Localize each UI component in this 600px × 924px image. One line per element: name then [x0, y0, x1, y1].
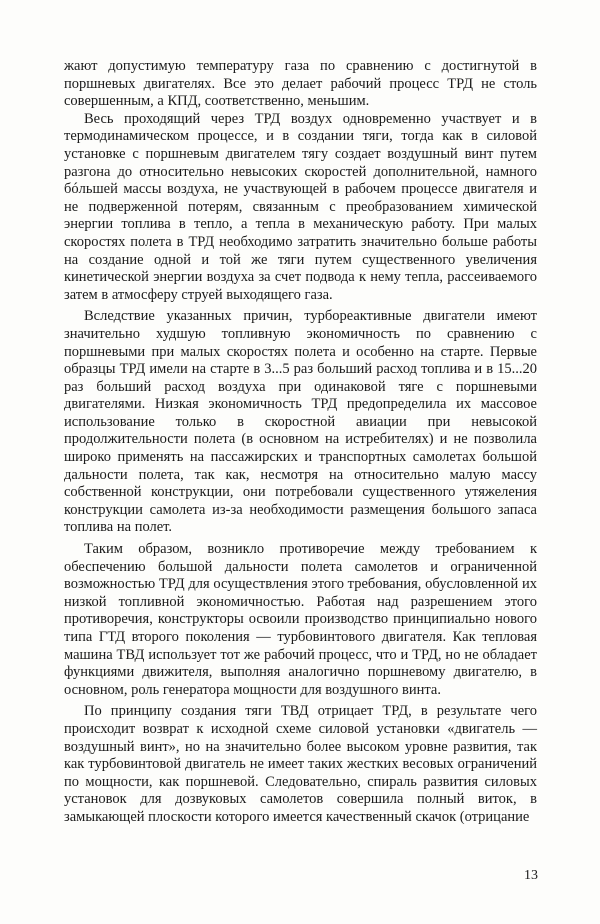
paragraph-contradiction: Таким образом, возникло противоречие между требованием к обеспечению большой дальности полета самолетов и ограниченной возможностью ТРД для осуществления этого требования, обусловленной их низкой топливной экономичностью. Работая над разрешением этого противоречия, конструкторы освоили производство принципиально нового типа ГТД второго поколения — турбовинтового двигателя. Как тепловая машина ТВД использует тот же рабочий процесс, что и ТРД, но не обладает функциями движителя, выполняя аналогично поршневому двигателю, в основном, роль генератора мощности для воздушного винта.	[64, 541, 537, 698]
page-number: 13	[524, 868, 538, 883]
paragraph-air-flow: Весь проходящий через ТРД воздух одновременно участвует и в термодинамическом процессе, и в создании тяги, тогда как в силовой установке с поршневым двигателем тягу создает воздушный винт путем разгона до относительно невысоких скоростей дополнительной, намного бóльшей массы воздуха, не участвующей в рабочем процессе двигателя и не подверженной потерям, связанным с преобразованием химической энергии топлива в тепло, а тепла в механическую работу. При малых скоростях полета в ТРД необходимо затратить значительно больше работы на создание одной и той же тяги путем существенного увеличения кинетической энергии воздуха за счет подвода к нему тепла, рассеиваемого затем в атмосферу струей выходящего газа.	[64, 110, 537, 303]
paragraph-fuel-economy: Вследствие указанных причин, турбореактивные двигатели имеют значительно худшую топливную экономичность по сравнению с поршневыми при малых скоростях полета и особенно на старте. Первые образцы ТРД имели на старте в 3...5 раз больший расход топлива и в 15...20 раз больший расход воздуха при одинаковой тяге с поршневыми двигателями. Низкая экономичность ТРД предопределила их массовое использование только в скоростной авиации при невысокой продолжительности полета (в основном на истребителях) и не позволила широко применять на пассажирских и транспортных самолетах большой дальности полета, так как, несмотря на относительно малую массу собственной конструкции, они потребовали существенного утяжеления конструкции самолета из-за необходимости размещения большого запаса топлива на полет.	[64, 308, 537, 536]
paragraph-continuation: жают допустимую температуру газа по сравнению с достигнутой в поршневых двигателях. Все это делает рабочий процесс ТРД не столь совершенным, а КПД, соответственно, меньшим.	[64, 58, 537, 110]
paragraph-thrust-principle: По принципу создания тяги ТВД отрицает ТРД, в результате чего происходит возврат к исходной схеме силовой установки «двигатель — воздушный винт», но на значительно более высоком уровне развития, так как турбовинтовой двигатель не имеет таких жестких весовых ограничений по мощности, как поршневой. Следовательно, спираль развития силовых установок для дозвуковых самолетов совершила полный виток, в замыкающей плоскости которого имеется качественный скачок (отрицание	[64, 703, 537, 825]
body-text	[64, 58, 537, 827]
